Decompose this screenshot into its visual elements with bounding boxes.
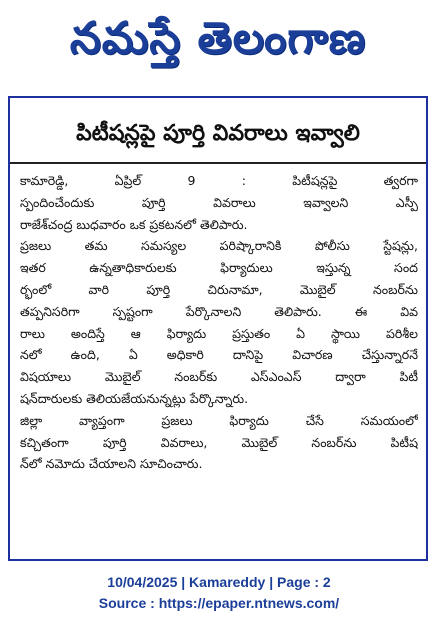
article-line: తప్పనిసరిగా స్పష్టంగా పేర్కొనాలని తెలిపారు. ఈ వివ <box>20 303 418 319</box>
edition-info: 10/04/2025 | Kamareddy | Page : 2 <box>107 574 331 590</box>
article-line: ప్రజలు తమ సమస్యల పరిష్కారానికి పోలీసు స్టేషన్లు, <box>20 238 418 254</box>
article-line: విషయాలు మొబైల్ నంబర్‌కు ఎస్ఎంఎస్ ద్వారా పిటీ <box>20 369 418 385</box>
article-line: రాజేశ్‌చంద్ర బుధవారం ఒక ప్రకటనలో తెలిపారు. <box>20 216 248 232</box>
headline-divider <box>10 162 426 164</box>
article-line: నలో ఉంది, ఏ అధికారి దానిపై విచారణ చేస్తున్నారనే <box>20 347 418 363</box>
article-line: కచ్చితంగా పూర్తి వివరాలు, మొబైల్ నంబర్‌ను పిటీష <box>20 434 418 450</box>
source-url: Source : https://epaper.ntnews.com/ <box>98 595 340 611</box>
article-line: జిల్లా వ్యాప్తంగా ప్రజలు ఫిర్యాదు చేసే సమయంలో <box>20 412 418 428</box>
article-line: ఇతర ఉన్నతాధికారులకు ఫిర్యాదులు ఇస్తున్న సంద <box>20 260 418 276</box>
article-line: ర్భంలో వారి పూర్తి చిరునామా, మొబైల్ నంబర్‌ను <box>20 281 418 297</box>
article-line: రాలు అందిస్తే ఆ ఫిర్యాదు ప్రస్తుతం ఏ స్థాయి పరిశీల <box>20 325 418 341</box>
article-line: స్పందించేందుకు పూర్తి వివరాలు ఇవ్వాలని ఎస్పీ <box>20 194 418 210</box>
article-clipping <box>8 96 428 561</box>
newspaper-masthead: నమస్తే తెలంగాణ <box>69 13 367 64</box>
article-line: షన్‌దారులకు తెలియజేయనున్నట్లు పేర్కొన్నారు. <box>20 390 249 406</box>
article-body <box>20 170 418 475</box>
article-headline: పిటీషన్లపై పూర్తి వివరాలు ఇవ్వాలి <box>76 121 360 146</box>
article-line: న్‌లో నమోదు చేయాలని సూచించారు. <box>20 456 203 472</box>
article-line: కామారెడ్డి, ఏప్రిల్ 9 : పిటీషన్లపై త్వరగా <box>20 173 418 188</box>
